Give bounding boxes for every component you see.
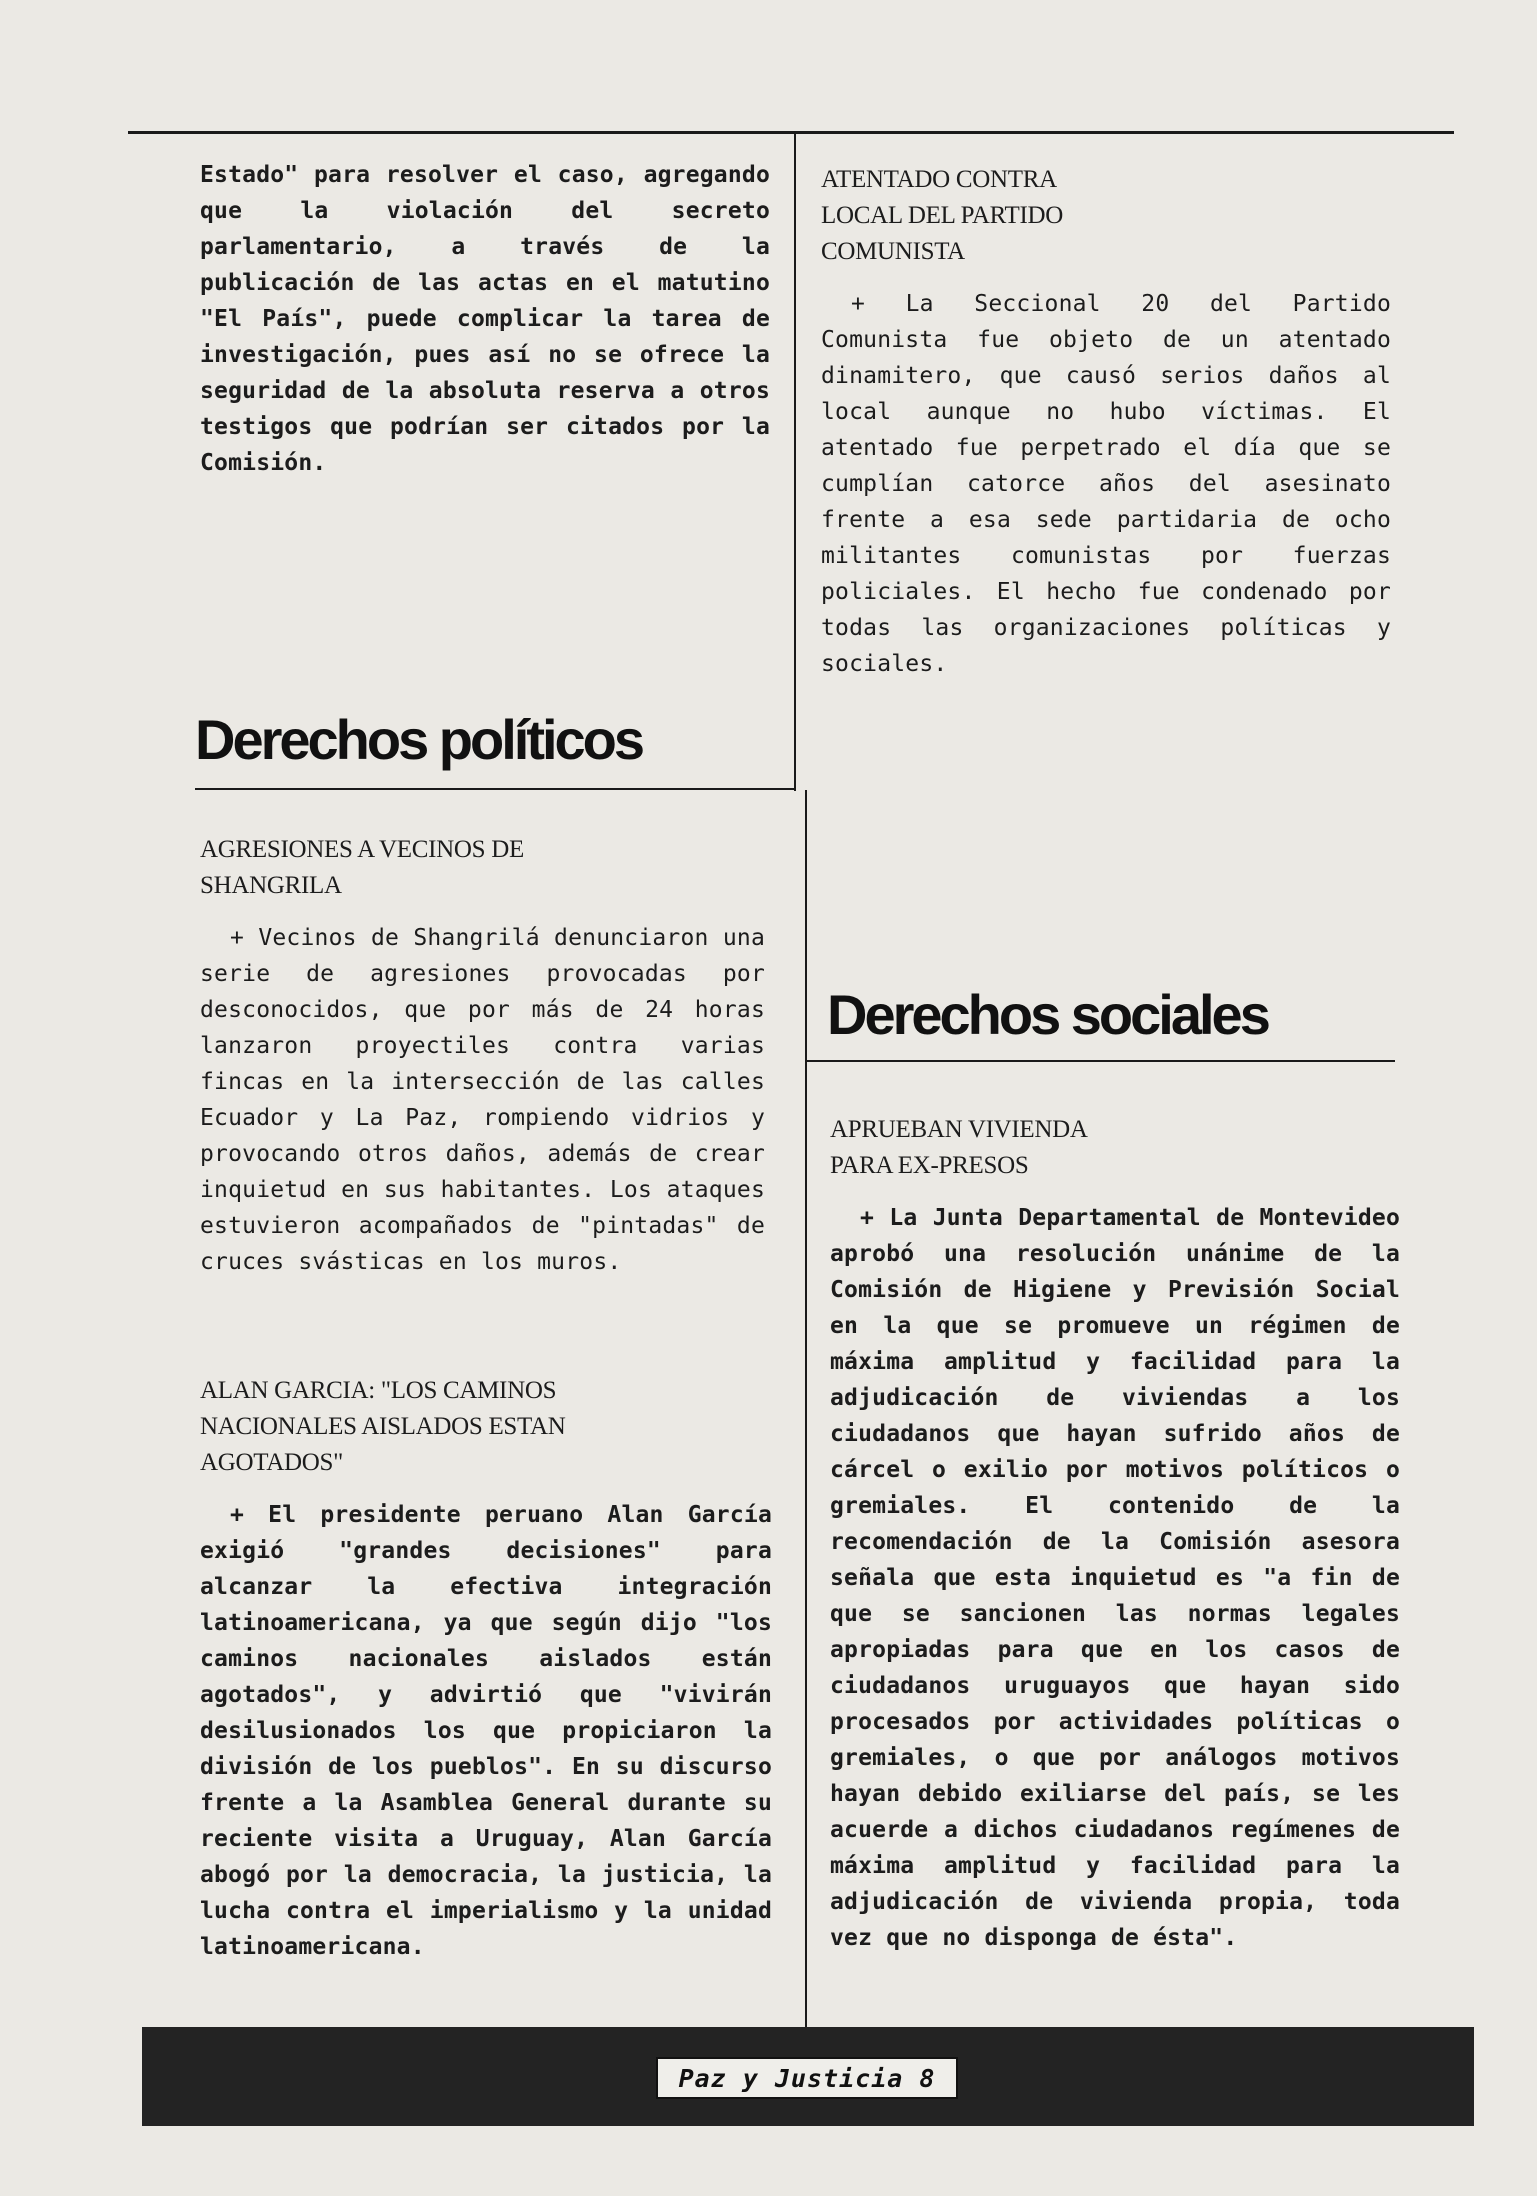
article-heading: ATENTADO CONTRA LOCAL DEL PARTIDO COMUNISTA <box>821 166 1064 265</box>
section-title-politicos: Derechos políticos <box>195 708 643 771</box>
article-body: + La Junta Departamental de Montevideo aprobó una resolución unánime de la Comisión de Higiene y Previsión Social en la que se promueve un régimen de máxima amplitud y facilidad para la adjudicación de viviendas a los ciudadanos que hayan sufrido años de cárcel o exilio por motivos políticos o gremiales. El contenido de la recomendación de la Comisión asesora señala que esta inquietud es "a fin de que se sancionen las normas legales apropiadas para que en los casos de ciudadanos uruguayos que hayan sido procesados por actividades políticas o gremiales, o que por análogos motivos hayan debido exiliarse del país, se les acuerde a dichos ciudadanos regímenes de máxima amplitud y facilidad para la adjudicación de vivienda propia, toda vez que no disponga de ésta". <box>830 1205 1400 1951</box>
section-rule-sociales <box>805 1060 1395 1062</box>
column-divider-lower <box>805 790 807 2030</box>
article-atentado <box>821 162 1391 682</box>
intro-paragraph: Estado" para resolver el caso, agregando que la violación del secreto parlamentario, a través de la publicación de las actas en el matutino "El País", puede complicar la tarea de investigación, pues así no se ofrece la seguridad de la absoluta reserva a otros testigos que podrían ser citados por la Comisión. <box>200 162 770 476</box>
article-body: + La Seccional 20 del Partido Comunista fue objeto de un atentado dinamitero, que causó serios daños al local aunque no hubo víctimas. El atentado fue perpetrado el día que se cumplían catorce años del asesinato frente a esa sede partidaria de ocho militantes comunistas por fuerzas policiales. El hecho fue condenado por todas las organizaciones políticas y sociales. <box>821 291 1391 677</box>
article-body: + Vecinos de Shangrilá denunciaron una serie de agresiones provocadas por desconocidos, que por más de 24 horas lanzaron proyectiles contra varias fincas en la intersección de las calles Ecuador y La Paz, rompiendo vidrios y provocando otros daños, además de crear inquietud en sus habitantes. Los ataques estuvieron acompañados de "pintadas" de cruces svásticas en los muros. <box>200 925 765 1275</box>
left-intro-column <box>200 157 770 481</box>
top-rule <box>128 131 1454 134</box>
footer-page-label: Paz y Justicia 8 <box>656 2057 958 2099</box>
column-divider-upper <box>794 131 796 791</box>
article-alan-garcia <box>200 1373 772 1965</box>
article-heading: APRUEBAN VIVIENDA PARA EX-PRESOS <box>830 1116 1087 1179</box>
article-vivienda <box>830 1112 1400 1956</box>
article-heading: AGRESIONES A VECINOS DE SHANGRILA <box>200 836 524 899</box>
article-heading: ALAN GARCIA: "LOS CAMINOS NACIONALES AISLADOS ESTAN AGOTADOS" <box>200 1377 566 1476</box>
article-body: + El presidente peruano Alan García exigió "grandes decisiones" para alcanzar la efectiva integración latinoamericana, ya que según dijo "los caminos nacionales aislados están agotados", y advirtió que "vivirán desilusionados los que propiciaron la división de los pueblos". En su discurso frente a la Asamblea General durante su reciente visita a Uruguay, Alan García abogó por la democracia, la justicia, la lucha contra el imperialismo y la unidad latinoamericana. <box>200 1502 772 1960</box>
section-rule-politicos <box>195 788 795 790</box>
article-agresiones <box>200 832 765 1280</box>
section-title-sociales: Derechos sociales <box>827 983 1268 1046</box>
